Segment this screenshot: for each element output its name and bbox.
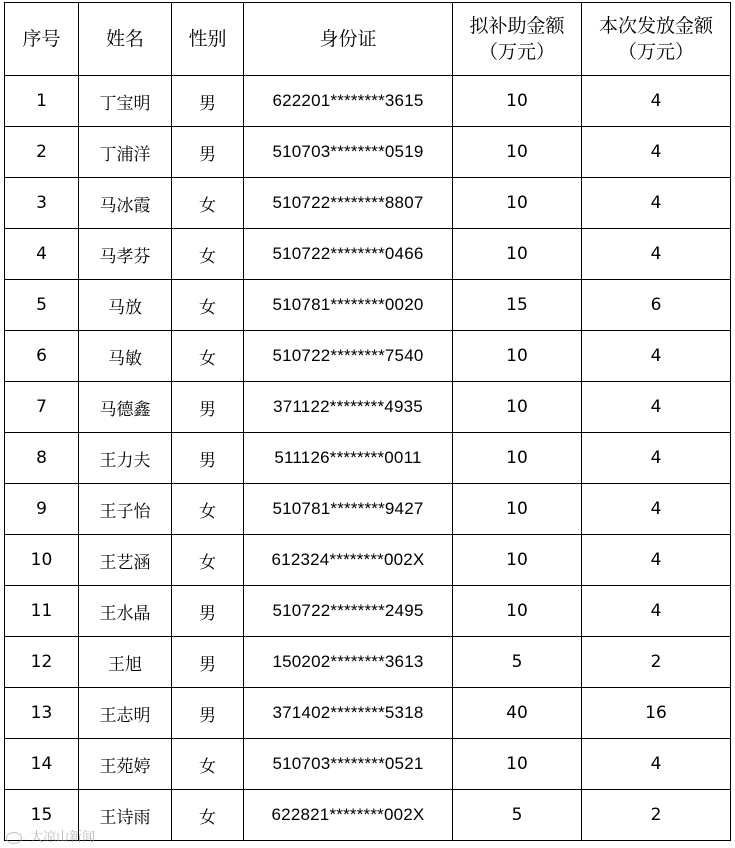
header-this-payment (582, 3, 731, 76)
cell-gender: 女 (172, 229, 244, 280)
cell-gender: 女 (172, 535, 244, 586)
cell-this-payment: 4 (582, 229, 731, 280)
cell-planned-subsidy: 10 (453, 76, 582, 127)
header-this-payment-unit: （万元） (617, 41, 694, 63)
cell-planned-subsidy: 10 (453, 382, 582, 433)
cell-gender: 女 (172, 178, 244, 229)
cell-seq: 8 (5, 433, 79, 484)
cell-seq: 4 (5, 229, 79, 280)
table-row (5, 484, 731, 535)
table-row (5, 535, 731, 586)
cell-seq: 5 (5, 280, 79, 331)
cell-gender: 男 (172, 637, 244, 688)
cell-this-payment: 2 (582, 637, 731, 688)
cell-seq: 11 (5, 586, 79, 637)
cell-name: 丁宝明 (79, 76, 172, 127)
cell-planned-subsidy: 40 (453, 688, 582, 739)
cell-name: 王志明 (79, 688, 172, 739)
cell-name: 王艺涵 (79, 535, 172, 586)
cell-gender: 男 (172, 586, 244, 637)
cell-seq: 14 (5, 739, 79, 790)
cell-id-card: 510722********2495 (244, 586, 453, 637)
cell-gender: 男 (172, 688, 244, 739)
cell-name: 王苑婷 (79, 739, 172, 790)
cell-gender: 女 (172, 739, 244, 790)
cell-id-card: 150202********3613 (244, 637, 453, 688)
cell-planned-subsidy: 15 (453, 280, 582, 331)
cell-this-payment: 2 (582, 790, 731, 841)
cell-gender: 男 (172, 382, 244, 433)
header-this-payment-line1: 本次发放金额 (598, 15, 713, 37)
cell-name: 王水晶 (79, 586, 172, 637)
cell-planned-subsidy: 10 (453, 433, 582, 484)
table-row (5, 76, 731, 127)
cell-id-card: 510781********9427 (244, 484, 453, 535)
header-planned-subsidy-line1: 拟补助金额 (469, 15, 565, 37)
cell-name: 丁浦洋 (79, 127, 172, 178)
cell-name: 马德鑫 (79, 382, 172, 433)
table-row (5, 739, 731, 790)
cell-gender: 女 (172, 484, 244, 535)
cell-planned-subsidy: 5 (453, 790, 582, 841)
table-row (5, 433, 731, 484)
table-row (5, 127, 731, 178)
table-header (5, 3, 731, 76)
cell-id-card: 371402********5318 (244, 688, 453, 739)
cell-this-payment: 6 (582, 280, 731, 331)
cell-this-payment: 4 (582, 382, 731, 433)
cell-seq: 12 (5, 637, 79, 688)
cell-id-card: 511126********0011 (244, 433, 453, 484)
cell-gender: 男 (172, 433, 244, 484)
cell-planned-subsidy: 5 (453, 637, 582, 688)
cell-planned-subsidy: 10 (453, 586, 582, 637)
cell-id-card: 510722********0466 (244, 229, 453, 280)
header-id-card: 身份证 (244, 3, 453, 76)
cell-id-card: 622201********3615 (244, 76, 453, 127)
cell-this-payment: 4 (582, 433, 731, 484)
cell-planned-subsidy: 10 (453, 229, 582, 280)
cell-planned-subsidy: 10 (453, 484, 582, 535)
cell-seq: 13 (5, 688, 79, 739)
cell-name: 王子怡 (79, 484, 172, 535)
cell-seq: 3 (5, 178, 79, 229)
cell-this-payment: 4 (582, 484, 731, 535)
header-planned-subsidy (453, 3, 582, 76)
cell-this-payment: 4 (582, 76, 731, 127)
cell-this-payment: 4 (582, 178, 731, 229)
cell-id-card: 510722********7540 (244, 331, 453, 382)
cell-id-card: 510722********8807 (244, 178, 453, 229)
cell-gender: 女 (172, 790, 244, 841)
cell-name: 王诗雨 (79, 790, 172, 841)
cell-gender: 女 (172, 280, 244, 331)
table-row (5, 586, 731, 637)
cell-name: 马放 (79, 280, 172, 331)
cell-seq: 15 (5, 790, 79, 841)
header-seq: 序号 (5, 3, 79, 76)
cell-this-payment: 16 (582, 688, 731, 739)
table-row (5, 688, 731, 739)
cell-seq: 7 (5, 382, 79, 433)
header-gender: 性别 (172, 3, 244, 76)
header-planned-subsidy-unit: （万元） (478, 41, 555, 63)
cell-id-card: 371122********4935 (244, 382, 453, 433)
table-row (5, 229, 731, 280)
header-name: 姓名 (79, 3, 172, 76)
table-row (5, 790, 731, 841)
watermark (6, 826, 95, 845)
cell-gender: 女 (172, 331, 244, 382)
cell-name: 马孝芬 (79, 229, 172, 280)
cell-this-payment: 4 (582, 739, 731, 790)
cell-id-card: 510703********0519 (244, 127, 453, 178)
header-row (5, 3, 731, 76)
table-row (5, 280, 731, 331)
cell-planned-subsidy: 10 (453, 331, 582, 382)
watermark-text: 大凉山新闻 (30, 830, 96, 845)
cell-planned-subsidy: 10 (453, 739, 582, 790)
cell-seq: 2 (5, 127, 79, 178)
cell-name: 马敏 (79, 331, 172, 382)
cell-id-card: 510703********0521 (244, 739, 453, 790)
cell-id-card: 612324********002X (244, 535, 453, 586)
cell-seq: 10 (5, 535, 79, 586)
cell-seq: 9 (5, 484, 79, 535)
table-row (5, 178, 731, 229)
table-row (5, 637, 731, 688)
cell-seq: 6 (5, 331, 79, 382)
cell-this-payment: 4 (582, 586, 731, 637)
cell-gender: 男 (172, 127, 244, 178)
table-row (5, 382, 731, 433)
cell-this-payment: 4 (582, 127, 731, 178)
cell-this-payment: 4 (582, 535, 731, 586)
cell-planned-subsidy: 10 (453, 535, 582, 586)
cell-id-card: 622821********002X (244, 790, 453, 841)
cell-name: 王力夫 (79, 433, 172, 484)
cell-id-card: 510781********0020 (244, 280, 453, 331)
cell-this-payment: 4 (582, 331, 731, 382)
table-row (5, 331, 731, 382)
cell-gender: 男 (172, 76, 244, 127)
cell-name: 王旭 (79, 637, 172, 688)
cell-planned-subsidy: 10 (453, 178, 582, 229)
cell-name: 马冰霞 (79, 178, 172, 229)
cell-planned-subsidy: 10 (453, 127, 582, 178)
watermark-logo-icon (6, 832, 22, 844)
table-body (5, 76, 731, 841)
subsidy-table (4, 2, 731, 841)
cell-seq: 1 (5, 76, 79, 127)
